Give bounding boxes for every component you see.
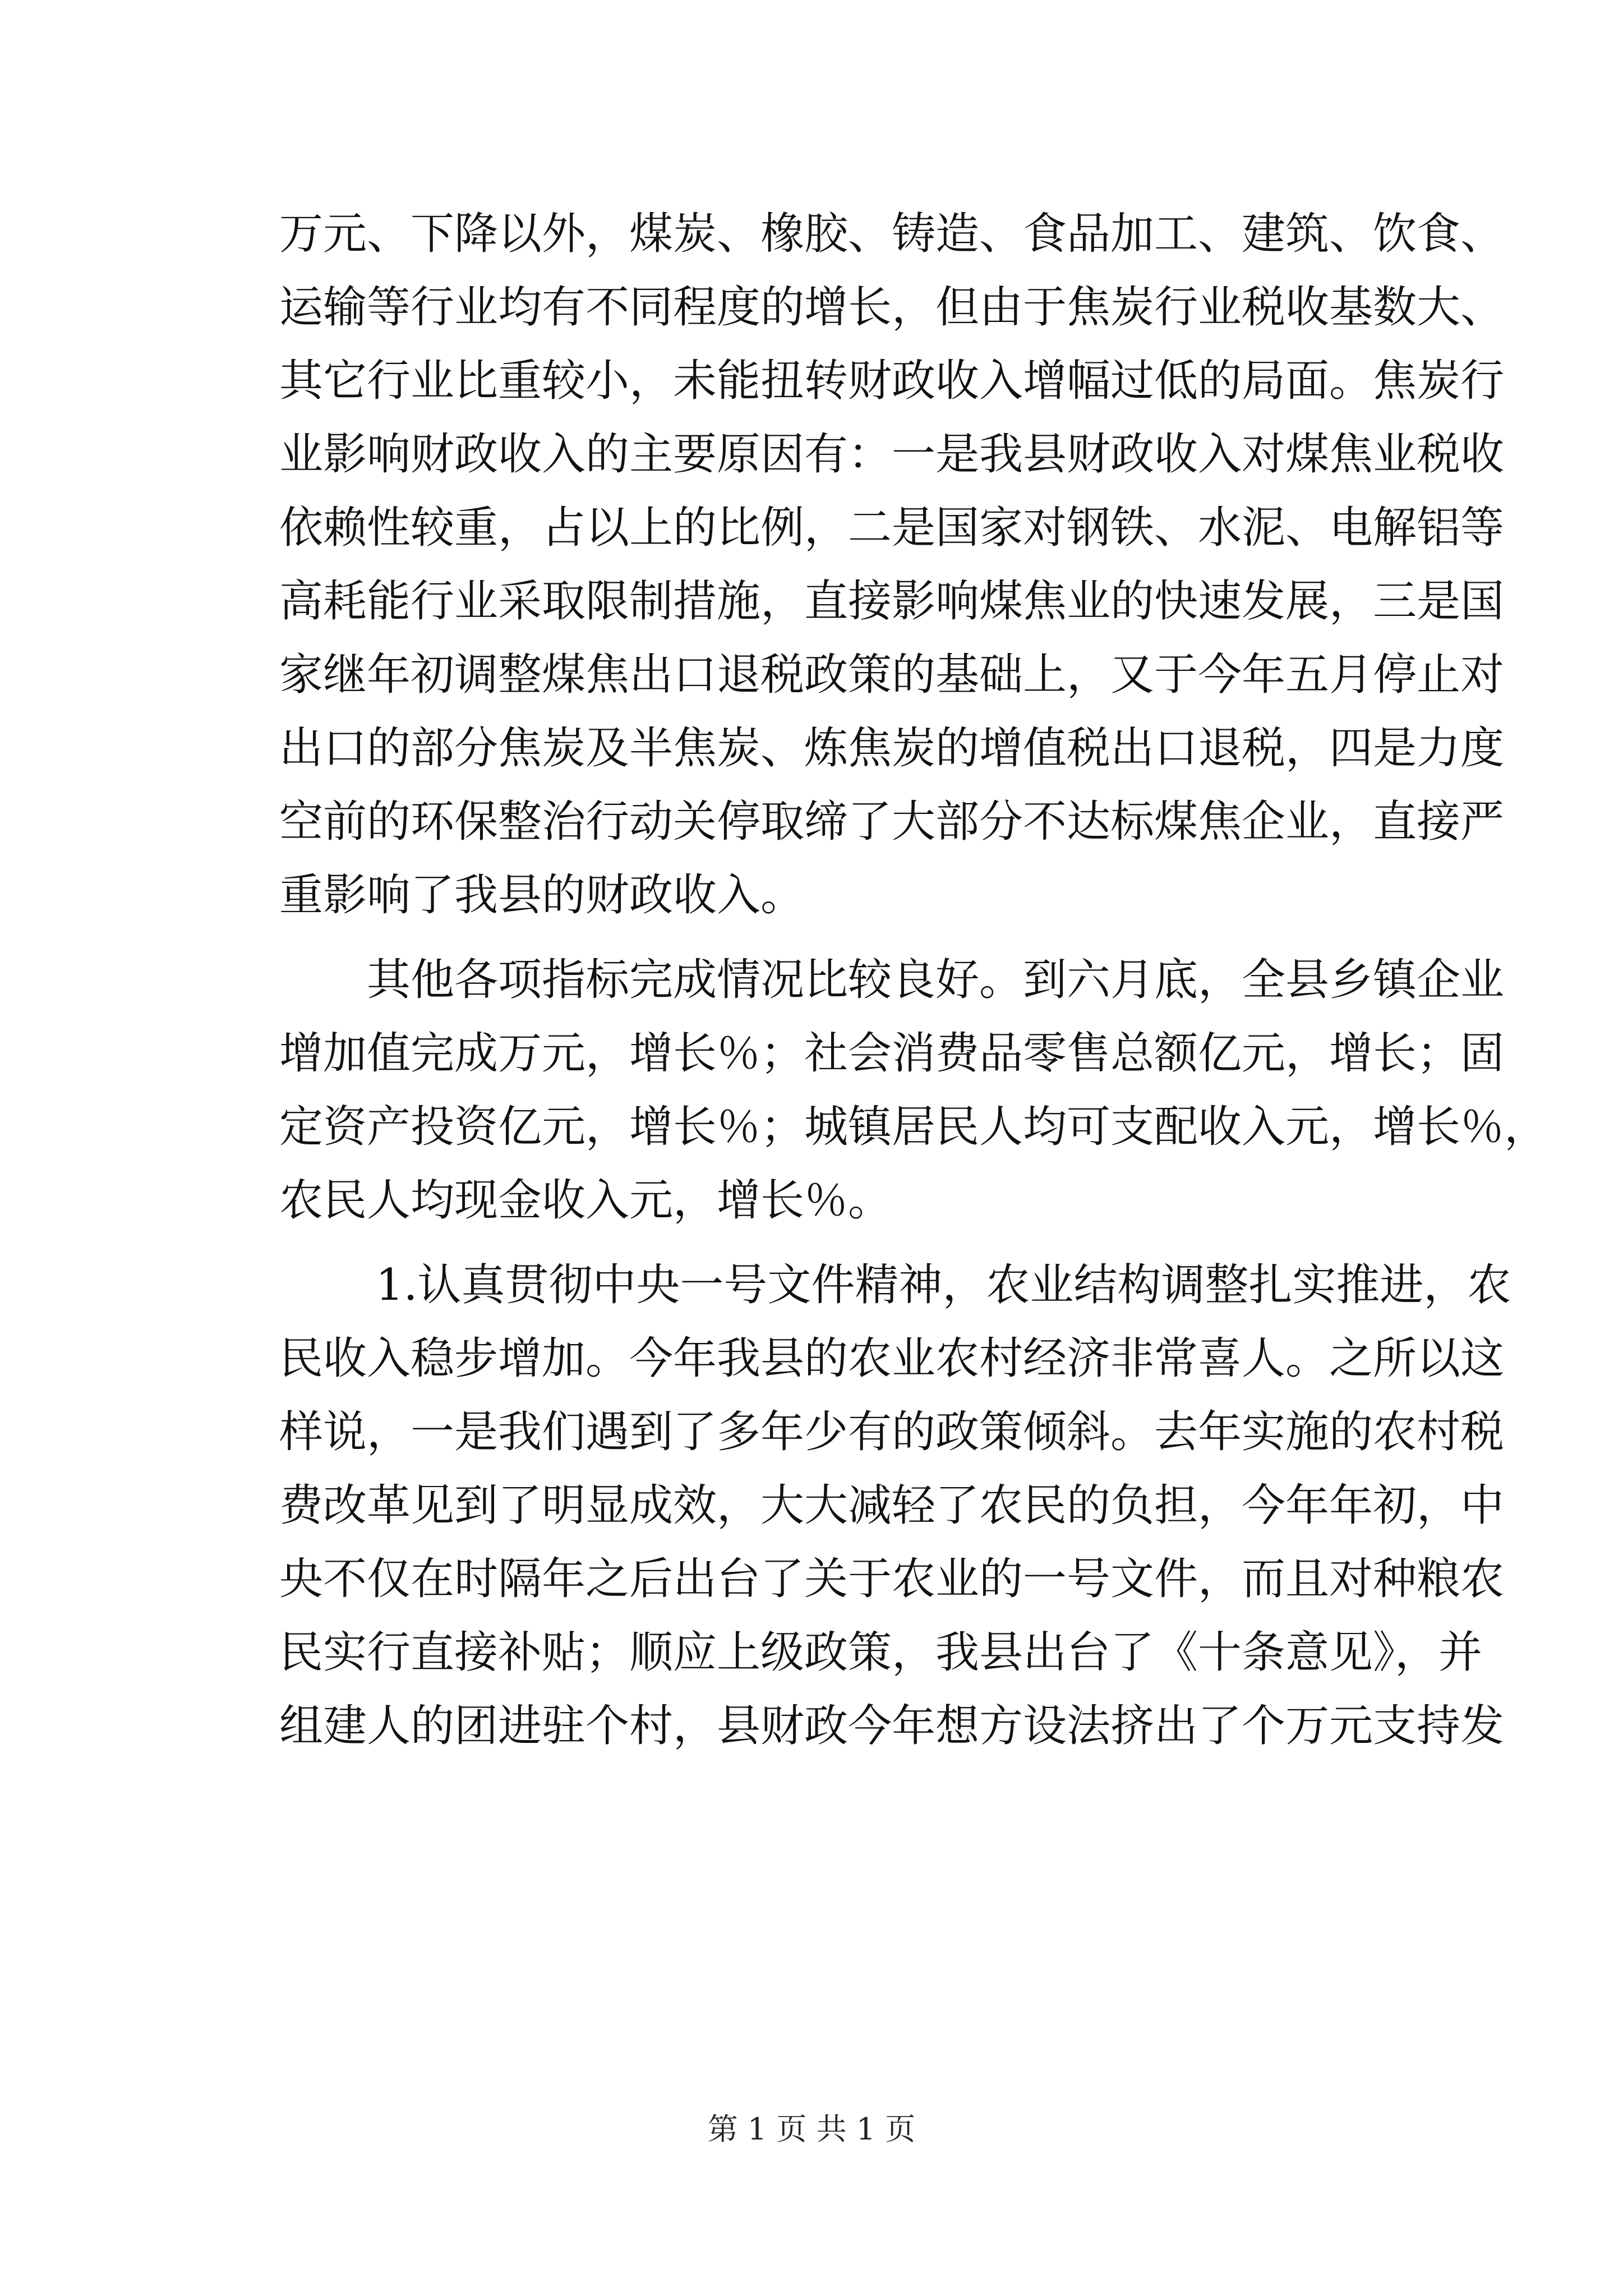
paragraph-line: 依赖性较重，占以上的比例，二是国家对钢铁、水泥、电解铝等 <box>279 503 1505 553</box>
paragraph-line: 民收入稳步增加。今年我县的农业农村经济非常喜人。之所以这 <box>279 1333 1505 1384</box>
paragraph-line: 其他各项指标完成情况比较良好。到六月底，全县乡镇企业 <box>367 955 1505 1005</box>
paragraph-line: 重影响了我县的财政收入。 <box>279 870 805 921</box>
paragraph-line: 农民人均现金收入元，增长％。 <box>279 1175 892 1226</box>
paragraph-line: 定资产投资亿元，增长％；城镇居民人均可支配收入元，增长％， <box>279 1102 1548 1152</box>
body-text <box>279 197 1548 1763</box>
paragraph-gap <box>279 932 1479 944</box>
paragraph-line: 费改革见到了明显成效，大大减轻了农民的负担，今年年初，中 <box>279 1480 1505 1531</box>
paragraph-line: 民实行直接补贴；顺应上级政策，我县出台了《十条意见》，并 <box>279 1627 1483 1678</box>
paragraph-line: 家继年初调整煤焦出口退税政策的基础上，又于今年五月停止对 <box>279 650 1505 700</box>
paragraph-line: 增加值完成万元，增长％；社会消费品零售总额亿元，增长；固 <box>279 1028 1505 1079</box>
paragraph-line: 空前的环保整治行动关停取缔了大部分不达标煤焦企业，直接严 <box>279 797 1505 847</box>
paragraph-line: 央不仅在时隔年之后出台了关于农业的一号文件，而且对种粮农 <box>279 1554 1505 1604</box>
paragraph-line: 样说，一是我们遇到了多年少有的政策倾斜。去年实施的农村税 <box>279 1407 1505 1457</box>
paragraph-line: 运输等行业均有不同程度的增长，但由于焦炭行业税收基数大、 <box>279 282 1505 333</box>
paragraph-line: 组建人的团进驻个村，县财政今年想方设法挤出了个万元支持发 <box>279 1701 1505 1751</box>
paragraph-line: 万元、下降以外，煤炭、橡胶、铸造、食品加工、建筑、饮食、 <box>279 209 1505 259</box>
paragraph-gap <box>279 1237 1479 1249</box>
paragraph-line: 高耗能行业采取限制措施，直接影响煤焦业的快速发展，三是国 <box>279 576 1505 627</box>
paragraph-line: 其它行业比重较小，未能扭转财政收入增幅过低的局面。焦炭行 <box>279 356 1505 406</box>
page-footer: 第 1 页 共 1 页 <box>707 2111 916 2147</box>
paragraph-line: 出口的部分焦炭及半焦炭、炼焦炭的增值税出口退税，四是力度 <box>279 723 1505 774</box>
paragraph-line: 1.认真贯彻中央一号文件精神，农业结构调整扎实推进，农 <box>376 1260 1511 1310</box>
paragraph-line: 业影响财政收入的主要原因有：一是我县财政收入对煤焦业税收 <box>279 429 1505 480</box>
